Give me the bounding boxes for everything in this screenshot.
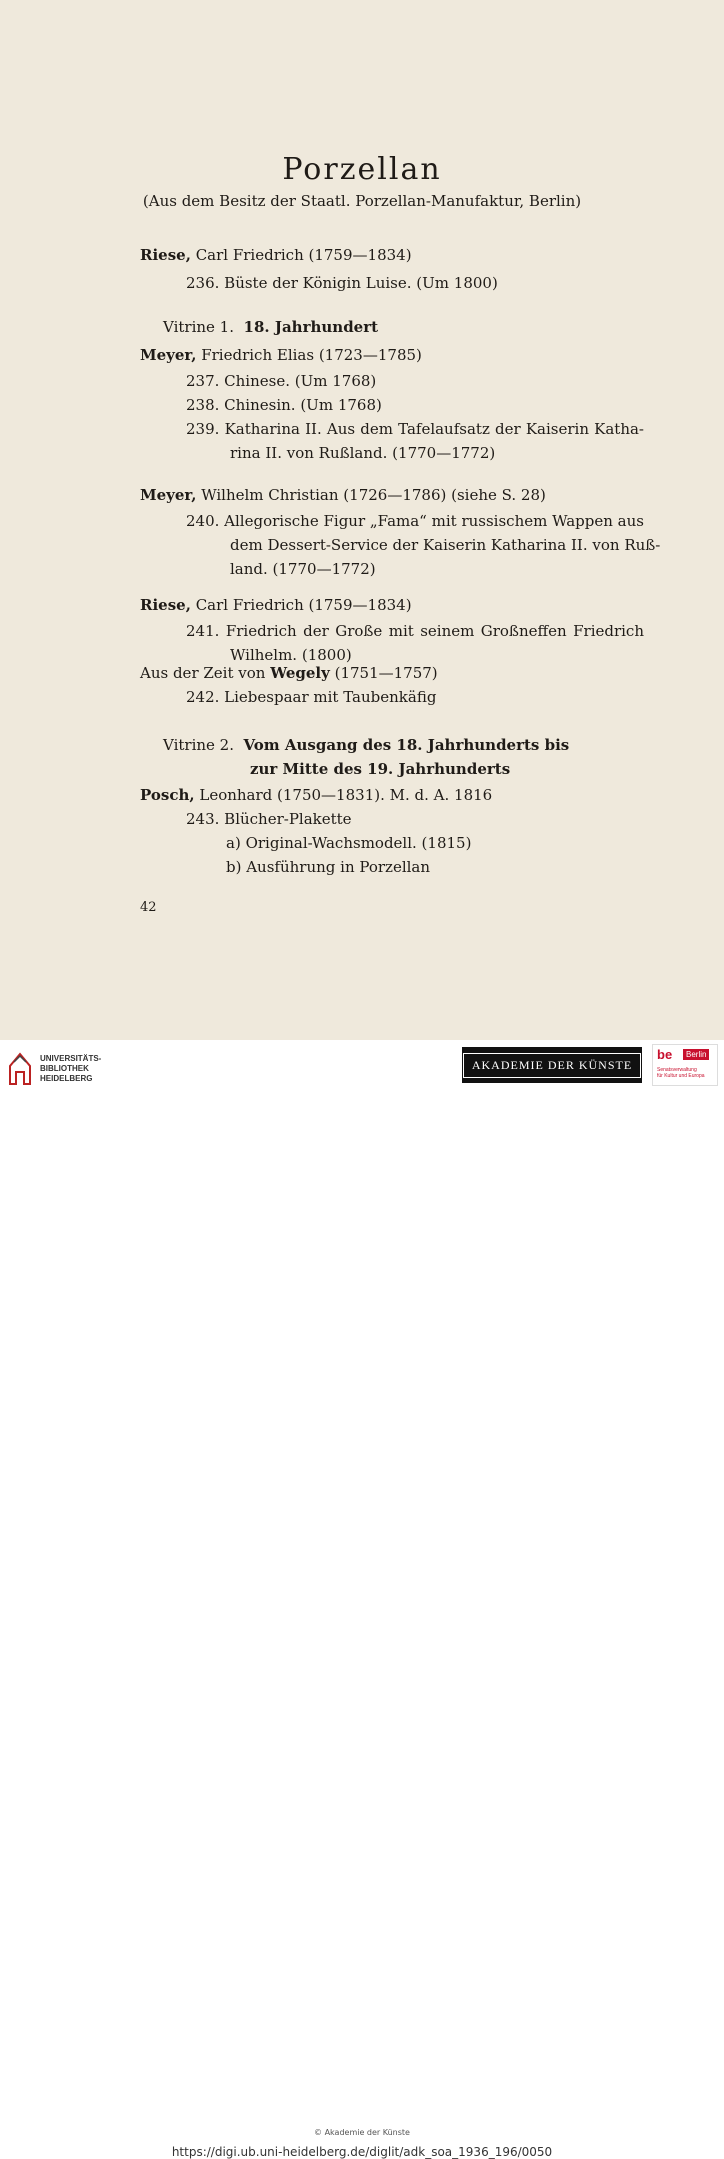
artist-name: Meyer, (140, 346, 197, 364)
catalog-item-240-cont2: land. (1770—1772) (230, 560, 376, 578)
permalink-url[interactable]: https://digi.ub.uni-heidelberg.de/diglit/adk_soa_1936_196/0050 (171, 2145, 553, 2159)
artist-details: Carl Friedrich (1759—1834) (190, 596, 412, 614)
berlin-senate-logo[interactable] (652, 1044, 718, 1086)
catalog-item-239-cont: rina II. von Rußland. (1770—1772) (230, 444, 496, 462)
berlin-be-mark: be (657, 1047, 673, 1062)
catalog-item-241: 241. Friedrich der Große mit seinem Großneffen Friedrich (186, 622, 644, 640)
ub-heidelberg-logo[interactable] (8, 1048, 118, 1098)
berlin-tag: Berlin (683, 1049, 709, 1060)
catalog-item-236: 236. Büste der Königin Luise. (Um 1800) (186, 274, 498, 292)
catalog-item-240: 240. Allegorische Figur „Fama“ mit russischem Wappen aus (186, 512, 644, 530)
artist-details: Carl Friedrich (1759—1834) (190, 246, 412, 264)
ub-text-line1: UNIVERSITÄTS- (40, 1054, 102, 1063)
adk-logo-text: AKADEMIE DER KÜNSTE (463, 1053, 641, 1078)
vitrine-label: Vitrine 1. (163, 318, 234, 336)
berlin-subtitle (657, 1067, 705, 1079)
vitrine-heading-1 (163, 318, 378, 336)
catalog-item-237: 237. Chinese. (Um 1768) (186, 372, 377, 390)
artist-line-meyer-fe (140, 346, 422, 364)
catalog-item-242: 242. Liebespaar mit Taubenkäfig (186, 688, 437, 706)
vitrine-title: Vom Ausgang des 18. Jahrhunderts bis (243, 736, 570, 754)
artist-name: Riese, (140, 596, 191, 614)
vitrine-title-cont: zur Mitte des 19. Jahrhunderts (250, 760, 511, 778)
artist-details: (1751—1757) (329, 664, 438, 682)
page-title: Porzellan (282, 152, 442, 187)
ub-text-line3: HEIDELBERG (40, 1074, 93, 1083)
artist-line-riese-2 (140, 596, 412, 614)
catalog-item-243a: a) Original-Wachsmodell. (1815) (226, 834, 472, 852)
artist-prefix: Aus der Zeit von (140, 664, 271, 682)
artist-line-posch (140, 786, 492, 804)
copyright-notice: © Akademie der Künste (314, 2128, 410, 2137)
artist-name: Wegely (270, 664, 330, 682)
ub-heidelberg-text (40, 1054, 101, 1084)
page-subtitle: (Aus dem Besitz der Staatl. Porzellan-Manufaktur, Berlin) (142, 192, 582, 210)
catalog-item-243b: b) Ausführung in Porzellan (226, 858, 431, 876)
artist-name: Posch, (140, 786, 195, 804)
akademie-der-kuenste-logo[interactable] (462, 1047, 642, 1083)
vitrine-label: Vitrine 2. (163, 736, 234, 754)
catalog-item-239: 239. Katharina II. Aus dem Tafelaufsatz der Kaiserin Katha- (186, 420, 644, 438)
catalog-item-238: 238. Chinesin. (Um 1768) (186, 396, 382, 414)
artist-details: Friedrich Elias (1723—1785) (196, 346, 422, 364)
ub-heidelberg-mark-icon (8, 1052, 32, 1086)
berlin-sub-line1: Senatsverwaltung (657, 1067, 697, 1073)
artist-line-meyer-wc (140, 486, 546, 504)
artist-line-wegely (140, 664, 438, 682)
catalog-item-240-cont: dem Dessert-Service der Kaiserin Katharina II. von Ruß- (230, 536, 661, 554)
artist-details: Wilhelm Christian (1726—1786) (siehe S. 28) (196, 486, 546, 504)
artist-name: Meyer, (140, 486, 197, 504)
artist-name: Riese, (140, 246, 191, 264)
scanned-page (0, 0, 724, 1040)
berlin-sub-line2: für Kultur und Europa (657, 1073, 705, 1079)
catalog-item-241-cont: Wilhelm. (1800) (230, 646, 352, 664)
catalog-item-243: 243. Blücher-Plakette (186, 810, 352, 828)
artist-line-riese (140, 246, 412, 264)
vitrine-heading-2 (163, 736, 569, 754)
ub-text-line2: BIBLIOTHEK (40, 1064, 89, 1073)
vitrine-title: 18. Jahrhundert (243, 318, 379, 336)
page-number: 42 (140, 900, 157, 915)
artist-details: Leonhard (1750—1831). M. d. A. 1816 (194, 786, 493, 804)
